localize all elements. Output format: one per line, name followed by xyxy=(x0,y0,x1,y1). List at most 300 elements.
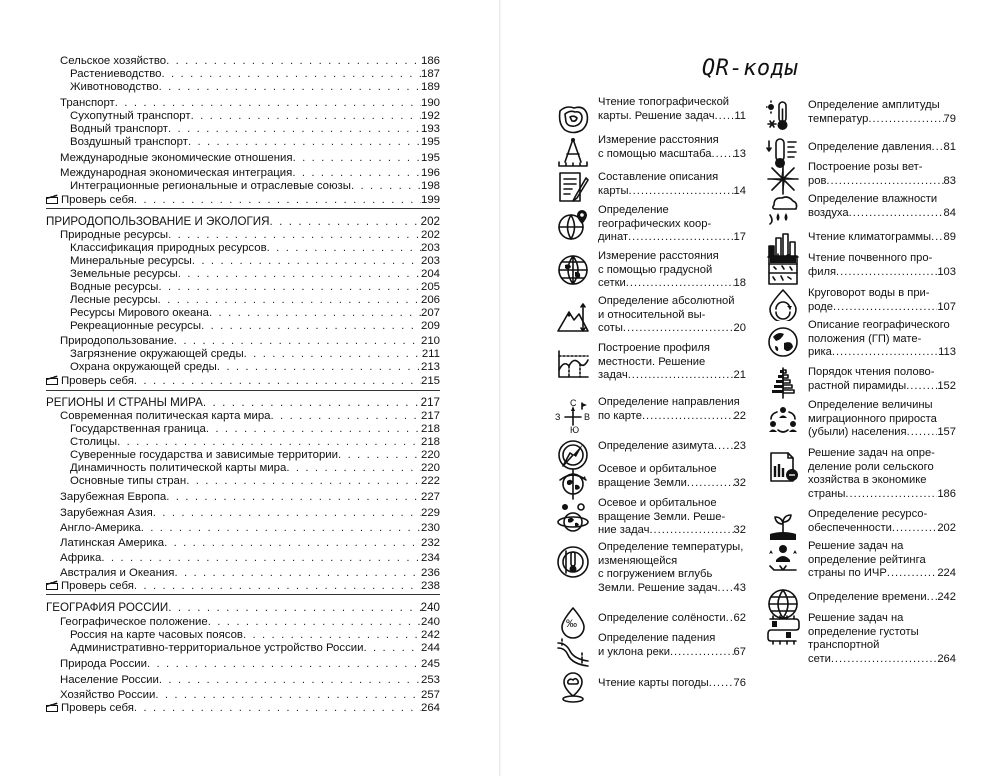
toc-entry-title xyxy=(46,396,203,409)
toc-page-number: 203 xyxy=(420,242,440,254)
earth-orbit-icon xyxy=(556,502,590,536)
qr-item-line xyxy=(808,413,956,427)
qr-item-line xyxy=(808,301,956,315)
leader-dots xyxy=(826,175,943,189)
qr-item-text xyxy=(808,447,956,501)
qr-item-line xyxy=(598,612,746,626)
toc-entry[interactable] xyxy=(46,228,440,242)
toc-entry[interactable] xyxy=(46,600,440,614)
toc-page-number: 253 xyxy=(420,674,440,686)
qr-item-label: и относительной вы- xyxy=(598,308,706,321)
toc-entry-title xyxy=(70,136,188,149)
toc-page-number: 199 xyxy=(420,194,440,206)
qr-page-number: 32 xyxy=(733,476,746,489)
leader-dots xyxy=(932,141,944,155)
globe-pin-icon xyxy=(556,208,590,242)
toc-entry-title xyxy=(46,601,168,614)
salinity-drop-icon xyxy=(556,605,590,639)
toc-entry[interactable] xyxy=(46,435,440,449)
direction-label: Ю xyxy=(570,425,580,435)
earth-rotation-icon xyxy=(556,466,590,500)
toc-entry[interactable] xyxy=(46,109,440,123)
leader-dots xyxy=(168,601,420,614)
toc-entry-text: Англо-Америка xyxy=(60,522,141,534)
qr-page-number: 81 xyxy=(943,141,956,153)
weather-map-icon xyxy=(556,670,590,704)
toc-page-number: 242 xyxy=(420,629,440,641)
toc-page-number: 236 xyxy=(420,567,440,579)
qr-item-line xyxy=(598,396,746,410)
toc-entry-text: Суверенные государства и зависимые территории xyxy=(70,449,339,461)
toc-entry-text: Воздушный транспорт xyxy=(70,136,188,148)
qr-item-text xyxy=(808,99,956,126)
toc-entry[interactable] xyxy=(46,96,440,110)
toc-entry[interactable] xyxy=(46,374,440,388)
qr-item-line xyxy=(808,426,956,440)
toc-page-number: 244 xyxy=(420,642,440,654)
toc-entry[interactable] xyxy=(46,280,440,294)
qr-item-text xyxy=(598,342,746,383)
qr-page-number: 113 xyxy=(938,346,956,359)
qr-item-line xyxy=(808,567,956,581)
qr-item-label: растной пирамиды xyxy=(808,379,907,392)
qr-item-label: Определение величины xyxy=(808,399,933,411)
qr-item-line xyxy=(808,287,956,301)
toc-entry-title xyxy=(46,215,269,228)
toc-entry-title xyxy=(60,552,101,565)
leader-dots xyxy=(642,410,734,424)
toc-entry-text: Классификация природных ресурсов xyxy=(70,242,267,254)
qr-item-line xyxy=(808,639,956,653)
toc-page-number: 186 xyxy=(420,55,440,67)
leader-dots xyxy=(714,440,734,454)
toc-page-number: 215 xyxy=(420,375,440,387)
qr-page-number: 107 xyxy=(937,300,956,313)
qr-item-text xyxy=(808,366,956,393)
leader-dots xyxy=(159,674,421,687)
toc-page-number: 198 xyxy=(420,180,440,192)
leader-dots xyxy=(101,552,421,565)
qr-item-text xyxy=(598,463,746,490)
qr-item-line xyxy=(598,369,746,383)
qr-item-label: и уклона реки xyxy=(598,645,670,658)
qr-item-label: Измерение расстояния xyxy=(598,134,719,146)
qr-item-line xyxy=(598,185,746,199)
toc-entry-text: Водные ресурсы xyxy=(70,281,159,293)
toc-page-number: 220 xyxy=(420,462,440,474)
toc-entry[interactable] xyxy=(46,319,440,333)
toc-page-number: 190 xyxy=(420,97,440,109)
river-slope-icon xyxy=(556,635,590,669)
qr-item-label: Определение влажности xyxy=(808,193,938,205)
leader-dots xyxy=(628,369,734,383)
qr-item-label: с погружением вглубь xyxy=(598,568,713,581)
qr-item-line xyxy=(808,266,956,280)
globe-grid-icon xyxy=(556,253,590,287)
leader-dots xyxy=(718,582,734,596)
qr-item-label: Осевое и орбитальное xyxy=(598,497,717,509)
toc-entry[interactable] xyxy=(46,448,440,462)
qr-item-label: Решение задач на опре- xyxy=(808,447,935,459)
transport-network-icon xyxy=(766,613,800,647)
toc-entry-text: Проверь себя xyxy=(61,580,134,592)
toc-entry-title xyxy=(70,475,186,488)
leader-dots xyxy=(868,113,943,127)
section-divider xyxy=(46,390,440,391)
direction-label: З xyxy=(555,412,561,422)
qr-item-line xyxy=(598,632,746,646)
toc-page-number: 240 xyxy=(420,601,440,614)
qr-page-number: 242 xyxy=(937,591,956,603)
qr-item-label: изменяющейся xyxy=(598,554,678,567)
toc-entry-text: Проверь себя xyxy=(61,375,134,387)
qr-item-line xyxy=(808,207,956,221)
toc-entry-text: Лесные ресурсы xyxy=(70,294,158,306)
qr-item-text xyxy=(808,287,956,314)
soil-profile-icon xyxy=(766,253,800,287)
toc-entry[interactable] xyxy=(46,474,440,488)
toc-entry[interactable] xyxy=(46,179,440,193)
leader-dots xyxy=(364,642,421,655)
qr-item-text xyxy=(598,497,746,538)
qr-item-line xyxy=(808,522,956,536)
section-divider xyxy=(46,208,440,209)
qr-item-text xyxy=(598,677,746,691)
qr-page-number: 32 xyxy=(733,524,746,537)
cardinal-directions-icon xyxy=(556,400,590,434)
qr-item-label: деление роли сельского xyxy=(808,460,934,473)
qr-page-number: 23 xyxy=(733,440,746,452)
toc-entry[interactable] xyxy=(46,506,440,520)
qr-item-line xyxy=(808,626,956,640)
hdi-rating-icon xyxy=(766,540,800,574)
qr-item-label: Решение задач на xyxy=(808,540,904,552)
qr-item-text xyxy=(598,250,746,291)
toc-page-number: 232 xyxy=(420,537,440,549)
toc-entry-text: Современная политическая карта мира xyxy=(60,410,271,422)
mountain-height-icon xyxy=(556,300,590,334)
migration-icon xyxy=(766,403,800,437)
qr-item-label: по карте xyxy=(598,409,642,422)
qr-item-label: сети xyxy=(808,652,831,665)
water-cycle-icon xyxy=(766,287,800,321)
qr-item-label: Определение xyxy=(598,204,669,216)
toc-entry[interactable] xyxy=(46,673,440,687)
toc-entry-text: Население России xyxy=(60,674,159,686)
toc-entry-text: Африка xyxy=(60,552,102,564)
qr-item-label: задач xyxy=(598,369,628,382)
qr-item-label: Чтение карты погоды xyxy=(598,677,709,689)
qr-page-number: 62 xyxy=(733,612,746,624)
toc-entry[interactable] xyxy=(46,347,440,361)
qr-item-label: транспортной xyxy=(808,639,880,652)
toc-entry[interactable] xyxy=(46,254,440,268)
toc-entry-title xyxy=(46,194,134,207)
qr-item-label: Описание географического xyxy=(808,319,950,331)
toc-entry[interactable] xyxy=(46,657,440,671)
leader-dots xyxy=(623,322,734,336)
toc-entry-title xyxy=(70,320,201,333)
qr-item-text xyxy=(598,612,746,626)
leader-dots xyxy=(845,488,937,502)
globe-position-icon xyxy=(766,325,800,359)
qr-item-label: рика xyxy=(808,346,832,359)
toc-entry-title xyxy=(70,180,351,193)
toc-entry-text: Сухопутный транспорт xyxy=(70,110,191,122)
qr-item-text xyxy=(808,252,956,279)
leader-dots xyxy=(141,522,421,535)
leader-dots xyxy=(186,475,421,488)
qr-page-number: 22 xyxy=(733,409,746,422)
qr-item-label: (убыли) населения xyxy=(808,426,907,439)
toc-entry-text: Столицы xyxy=(70,436,118,448)
toc-entry[interactable] xyxy=(46,701,440,715)
toc-entry-text: Административно-территориальное устройство России xyxy=(70,642,364,654)
toc-entry[interactable] xyxy=(46,54,440,68)
toc-entry[interactable] xyxy=(46,579,440,593)
qr-page-number: 264 xyxy=(937,652,956,665)
qr-item-label: Определение амплитуды xyxy=(808,99,940,111)
qr-item-line xyxy=(808,333,956,347)
toc-entry[interactable] xyxy=(46,461,440,475)
toc-entry-title xyxy=(46,375,134,388)
qr-item-label: Чтение климатограммы xyxy=(808,231,932,243)
toc-entry[interactable] xyxy=(46,615,440,629)
qr-item-line xyxy=(808,461,956,475)
qr-item-label: Определение падения xyxy=(598,632,716,644)
qr-item-label: страны по ИЧР xyxy=(808,567,887,580)
qr-page-number: 79 xyxy=(943,112,956,125)
qr-item-label: Измерение расстояния xyxy=(598,250,719,262)
toc-entry-text: Природа России xyxy=(60,658,147,670)
toc-page-number: 227 xyxy=(420,491,440,503)
qr-item-line xyxy=(598,524,746,538)
toc-page-number: 202 xyxy=(420,215,440,228)
qr-item-line xyxy=(808,99,956,113)
qr-page-number: 21 xyxy=(733,369,746,382)
qr-item-line xyxy=(598,322,746,336)
toc-entry[interactable] xyxy=(46,214,440,228)
leader-dots xyxy=(831,653,938,667)
qr-page-number: 17 xyxy=(733,231,746,244)
qr-item-label: определение рейтинга xyxy=(808,553,926,566)
toc-entry-text: Животноводство xyxy=(70,81,159,93)
qr-item-line xyxy=(808,380,956,394)
toc-page-number: 195 xyxy=(420,136,440,148)
toc-page-number: 207 xyxy=(420,307,440,319)
toc-page-number: 204 xyxy=(420,268,440,280)
toc-entry-title xyxy=(60,537,164,550)
qr-item-label: ров xyxy=(808,174,827,187)
qr-item-line xyxy=(598,134,746,148)
leader-dots xyxy=(832,346,938,360)
qr-item-text xyxy=(598,541,746,595)
qr-item-line xyxy=(598,342,746,356)
toc-page-number: 203 xyxy=(420,255,440,267)
qr-item-text xyxy=(598,632,746,659)
qr-item-label: Чтение топографической xyxy=(598,96,730,108)
qr-item-line xyxy=(598,541,746,555)
qr-section-title: QR-коды xyxy=(701,56,799,81)
leader-dots xyxy=(887,567,937,581)
qr-item-label: ние задач xyxy=(598,524,650,537)
qr-item-line xyxy=(808,653,956,667)
qr-item-text xyxy=(808,612,956,666)
qr-item-label: географических коор- xyxy=(598,217,712,230)
toc-entry[interactable] xyxy=(46,151,440,165)
toc-entry[interactable] xyxy=(46,293,440,307)
qr-item-label: страны xyxy=(808,487,846,500)
toc-page-number: 195 xyxy=(420,152,440,164)
toc-entry[interactable] xyxy=(46,135,440,149)
qr-item-label: Определение солёности xyxy=(598,612,726,624)
toc-entry[interactable] xyxy=(46,641,440,655)
toc-entry-text: Латинская Америка xyxy=(60,537,165,549)
qr-item-label: хозяйства в экономике xyxy=(808,474,927,487)
toc-entry[interactable] xyxy=(46,628,440,642)
qr-item-label: Решение задач на xyxy=(808,612,904,624)
qr-item-label: филя xyxy=(808,265,837,278)
qr-page-number: 202 xyxy=(937,521,956,534)
toc-entry-text: Австралия и Океания xyxy=(60,567,175,579)
toc-page-number: 202 xyxy=(420,229,440,241)
leader-dots xyxy=(709,677,734,691)
qr-item-label: с помощью градусной xyxy=(598,263,713,276)
leader-dots xyxy=(351,180,421,193)
toc-entry[interactable] xyxy=(46,122,440,136)
leader-dots xyxy=(217,361,421,374)
qr-page-number: 20 xyxy=(733,322,746,335)
toc-entry[interactable] xyxy=(46,490,440,504)
toc-entry-text: Международная экономическая интеграция xyxy=(60,167,293,179)
leader-dots xyxy=(188,136,421,149)
toc-page-number: 240 xyxy=(420,616,440,628)
qr-item-label: Осевое и орбитальное xyxy=(598,463,717,475)
toc-page-number: 264 xyxy=(420,702,440,714)
toc-entry[interactable] xyxy=(46,395,440,409)
toc-entry[interactable] xyxy=(46,267,440,281)
qr-item-line xyxy=(598,555,746,569)
qr-item-line xyxy=(808,474,956,488)
leader-dots xyxy=(203,396,421,409)
toc-page-number: 257 xyxy=(420,689,440,701)
leader-dots xyxy=(201,320,421,333)
qr-item-label: воздуха xyxy=(808,206,849,219)
toc-entry-title xyxy=(70,81,159,94)
qr-item-line xyxy=(598,677,746,691)
toc-entry-text: Географическое положение xyxy=(60,616,208,628)
toc-page-number: 211 xyxy=(421,348,440,360)
qr-item-label: Составление описания xyxy=(598,171,719,183)
qr-item-line xyxy=(808,366,956,380)
toc-entry[interactable] xyxy=(46,521,440,535)
qr-item-label: сетки xyxy=(598,277,626,290)
toc-page-number: 218 xyxy=(420,436,440,448)
toc-page-number: 187 xyxy=(420,68,440,80)
qr-item-line xyxy=(598,231,746,245)
toc-entry[interactable] xyxy=(46,360,440,374)
toc-entry[interactable] xyxy=(46,409,440,423)
qr-item-label: Построение розы вет- xyxy=(808,161,923,173)
toc-page-number: 245 xyxy=(420,658,440,670)
qr-item-line xyxy=(808,540,956,554)
leader-dots xyxy=(849,207,944,221)
leader-dots xyxy=(134,702,421,715)
qr-item-line xyxy=(808,399,956,413)
qr-page-number: 13 xyxy=(733,147,746,160)
toc-page-number: 206 xyxy=(420,294,440,306)
qr-item-line xyxy=(598,277,746,291)
toc-entry-text: Транспорт xyxy=(60,97,115,109)
toc-entry[interactable] xyxy=(46,193,440,207)
toc-entry[interactable] xyxy=(46,566,440,580)
toc-entry[interactable] xyxy=(46,80,440,94)
qr-page-number: 186 xyxy=(937,487,956,500)
qr-item-text xyxy=(598,171,746,198)
toc-page-number: 192 xyxy=(420,110,440,122)
toc-entry-text: Проверь себя xyxy=(61,194,134,206)
toc-entry[interactable] xyxy=(46,306,440,320)
agriculture-share-icon xyxy=(766,450,800,484)
leader-dots xyxy=(687,477,734,491)
qr-item-label: карты xyxy=(598,184,629,197)
toc-entry[interactable] xyxy=(46,536,440,550)
toc-entry[interactable] xyxy=(46,334,440,348)
qr-item-label: Круговорот воды в при- xyxy=(808,287,930,299)
toc-entry[interactable] xyxy=(46,166,440,180)
leader-dots xyxy=(159,81,421,94)
qr-item-line xyxy=(598,204,746,218)
toc-entry[interactable] xyxy=(46,241,440,255)
qr-item-line xyxy=(808,508,956,522)
qr-item-label: Определение давления xyxy=(808,141,932,153)
permille-label: ‰ xyxy=(566,618,577,630)
qr-item-text xyxy=(598,96,746,123)
toc-entry[interactable] xyxy=(46,688,440,702)
toc-entry[interactable] xyxy=(46,422,440,436)
toc-page-number: 205 xyxy=(420,281,440,293)
direction-label: В xyxy=(584,412,591,422)
qr-item-text xyxy=(808,319,956,360)
qr-item-text xyxy=(808,161,956,188)
temperature-depth-icon xyxy=(556,545,590,579)
qr-item-line xyxy=(598,440,746,454)
toc-entry-text: Основные типы стран xyxy=(70,475,187,487)
toc-entry[interactable] xyxy=(46,551,440,565)
toc-entry-title xyxy=(60,522,141,535)
qr-item-label: температур xyxy=(808,112,869,125)
compass-scale-icon xyxy=(556,135,590,169)
toc-page-number: 189 xyxy=(420,81,440,93)
toc-entry[interactable] xyxy=(46,67,440,81)
wind-rose-icon xyxy=(766,162,800,196)
qr-item-label: Построение профиля xyxy=(598,342,710,354)
leader-dots xyxy=(649,524,733,538)
qr-item-label: определение густоты xyxy=(808,625,919,638)
leader-dots xyxy=(931,231,943,245)
qr-item-text xyxy=(808,141,956,155)
toc-entry-text: Растениеводство xyxy=(70,68,162,80)
toc-page-number: 210 xyxy=(420,335,440,347)
toc-page-number: 222 xyxy=(420,475,440,487)
leader-dots xyxy=(147,658,421,671)
qr-page-number: 76 xyxy=(733,677,746,689)
terrain-profile-icon xyxy=(556,346,590,380)
toc-entry-text: Проверь себя xyxy=(61,702,134,714)
qr-item-line xyxy=(808,175,956,189)
toc-entry-text: Земельные ресурсы xyxy=(70,268,178,280)
toc-entry-text: Ресурсы Мирового океана xyxy=(70,307,210,319)
